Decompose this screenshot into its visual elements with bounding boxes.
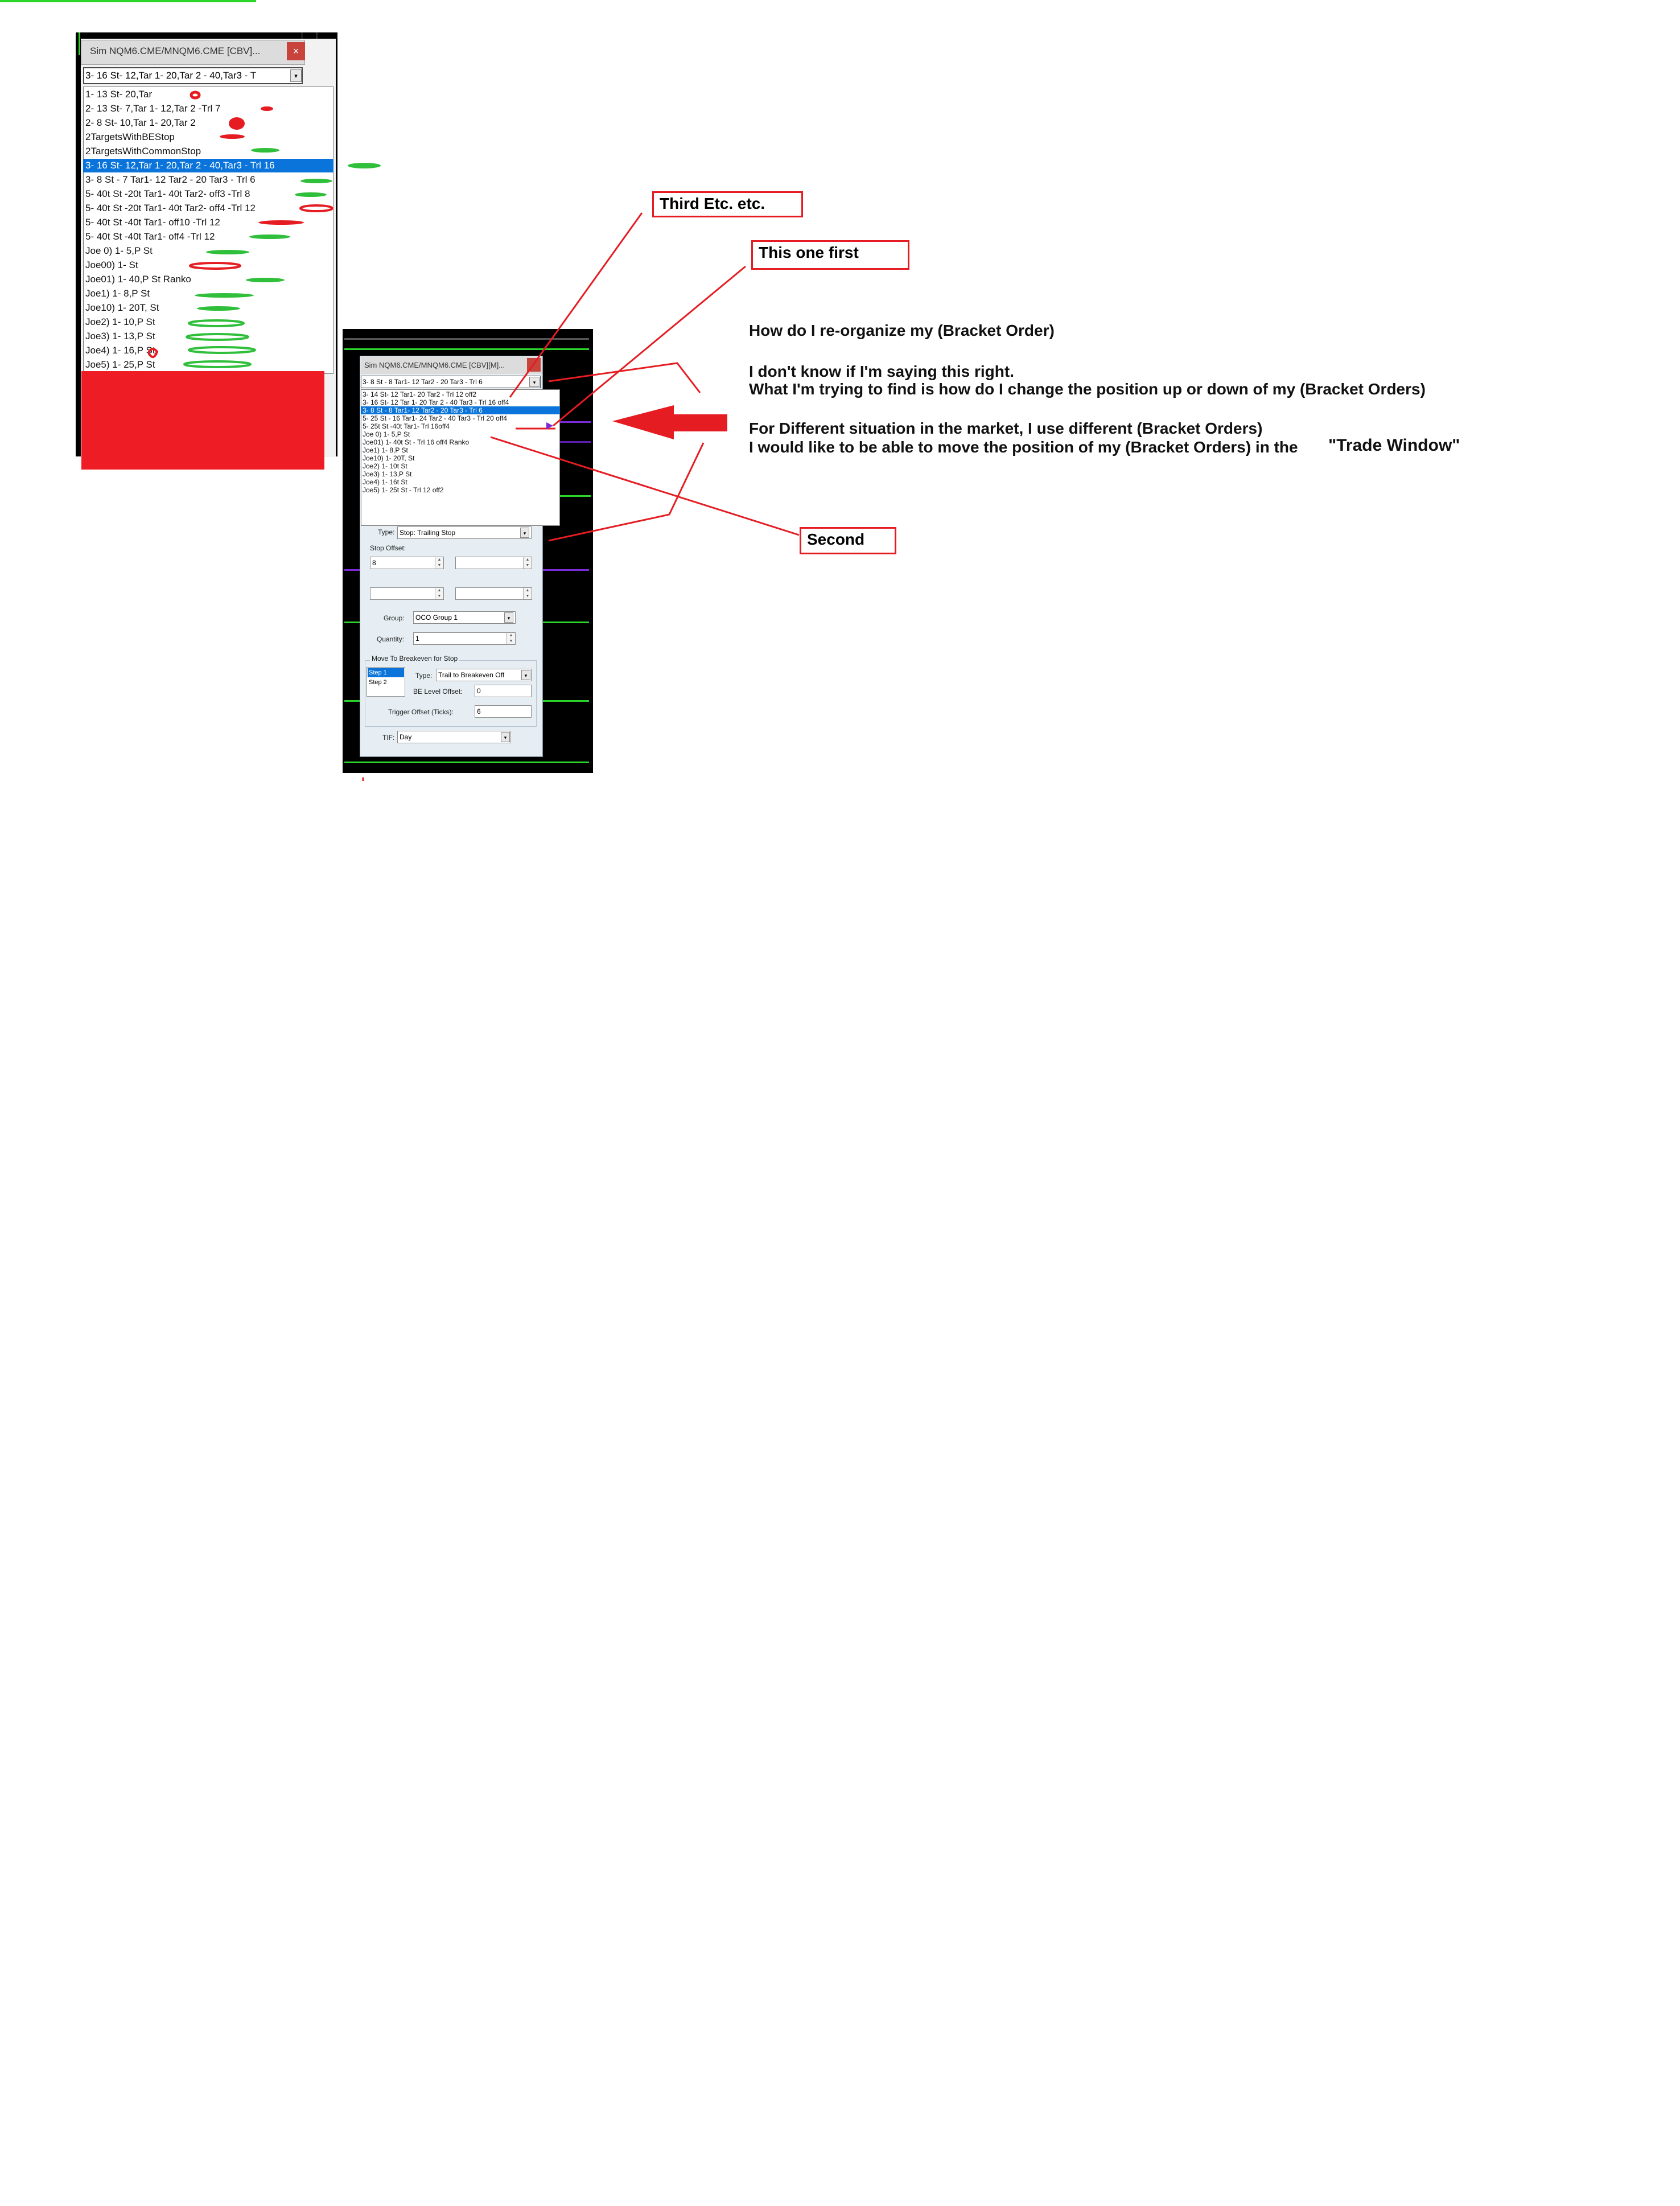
list-item[interactable]: Joe10) 1- 20T, St	[85, 302, 159, 313]
group-select[interactable]: OCO Group 1	[413, 611, 516, 624]
list-item[interactable]: Joe1) 1- 8,P St	[85, 288, 150, 299]
left-window-title: Sim NQM6.CME/MNQM6.CME [CBV]...	[90, 46, 261, 56]
step-item[interactable]: Step 2	[369, 679, 387, 686]
list-item[interactable]: Joe01) 1- 40,P St Ranko	[85, 274, 191, 285]
list-item[interactable]: Joe4) 1- 16,P St	[85, 345, 155, 356]
quaternary-offset-input[interactable]	[455, 587, 532, 600]
chevron-down-icon[interactable]: ▾	[529, 377, 540, 387]
chevron-down-icon[interactable]: ▾	[501, 732, 510, 742]
left-bracket-order-selected-value: 3- 16 St- 12,Tar 1- 20,Tar 2 - 40,Tar3 - T	[85, 70, 257, 81]
stepper-icon[interactable]: ▲ ▼	[523, 557, 532, 569]
step-item-selected[interactable]: Step 1	[368, 668, 404, 677]
list-item[interactable]: Joe00) 1- St	[85, 260, 138, 270]
list-item[interactable]: 5- 25t St -40t Tar1- Trl 16off4	[363, 422, 450, 430]
list-item[interactable]: Joe01) 1- 40t St - Trl 16 off4 Ranko	[363, 438, 470, 446]
list-item[interactable]: Joe 0) 1- 5,P St	[363, 430, 410, 438]
list-item[interactable]: Joe3) 1- 13,P St	[85, 331, 155, 341]
step-type-label: Type:	[415, 672, 433, 680]
tertiary-offset-input[interactable]	[370, 587, 444, 600]
list-item[interactable]: 3- 14 St- 12 Tar1- 20 Tar2 - Trl 12 off2	[363, 390, 477, 398]
list-item[interactable]: 5- 40t St -40t Tar1- off4 -Trl 12	[85, 231, 215, 242]
list-item[interactable]: Joe3) 1- 13,P St	[363, 470, 412, 478]
secondary-offset-input[interactable]	[455, 557, 532, 569]
chevron-down-icon[interactable]: ▾	[290, 69, 302, 82]
list-item[interactable]: Joe5) 1- 25,P St	[85, 359, 155, 370]
chart-gridline-green	[344, 348, 589, 350]
list-item-selected[interactable]: 3- 16 St- 12,Tar 1- 20,Tar 2 - 40,Tar3 - Trl 16	[83, 159, 333, 172]
stepper-icon[interactable]: ▲ ▼	[523, 588, 532, 599]
type-select[interactable]: Stop: Trailing Stop	[397, 526, 532, 539]
list-item[interactable]: 2TargetsWithBEStop	[85, 131, 175, 142]
list-item-selected[interactable]: 3- 8 St - 8 Tar1- 12 Tar2 - 20 Tar3 - Trl 6	[361, 406, 560, 414]
left-window-close-button[interactable]: ×	[287, 42, 305, 60]
list-item[interactable]: 3- 8 St - 7 Tar1- 12 Tar2 - 20 Tar3 - Trl 6	[85, 174, 256, 185]
stop-offset-input[interactable]: 8	[370, 557, 444, 569]
quantity-label: Quantity:	[377, 635, 405, 643]
redaction-block	[81, 371, 324, 470]
list-item[interactable]: 2- 8 St- 10,Tar 1- 20,Tar 2	[85, 117, 196, 128]
chevron-down-icon[interactable]: ▾	[520, 528, 529, 538]
note-trade-window-emphasis: "Trade Window"	[1328, 436, 1460, 455]
chevron-down-icon[interactable]: ▾	[504, 612, 513, 623]
type-label: Type:	[378, 528, 395, 536]
note-line-3: For Different situation in the market, I use different (Bracket Orders)	[749, 419, 1263, 437]
note-line-2: What I'm trying to find is how do I change the position up or down of my (Bracket Orders)	[749, 380, 1426, 398]
green-mark	[348, 163, 381, 168]
stepper-icon[interactable]: ▲ ▼	[435, 557, 443, 569]
list-item[interactable]: Joe10) 1- 20T, St	[363, 454, 415, 462]
trade-bracket-order-selected-value: 3- 8 St - 8 Tar1- 12 Tar2 - 20 Tar3 - Trl 6	[363, 378, 483, 386]
list-item[interactable]: Joe5) 1- 25t St - Trl 12 off2	[363, 486, 444, 494]
top-green-strip	[0, 0, 256, 2]
list-item[interactable]: 2TargetsWithCommonStop	[85, 146, 201, 157]
list-item[interactable]: 5- 40t St -20t Tar1- 40t Tar2- off4 -Trl 12	[85, 203, 256, 213]
trigger-offset-input[interactable]: 6	[475, 705, 532, 718]
note-question: How do I re-organize my (Bracket Order)	[749, 322, 1055, 339]
callout-third: Third Etc. etc.	[652, 191, 803, 217]
callout-first: This one first	[751, 240, 909, 270]
big-red-arrow-icon	[612, 405, 727, 439]
left-chart-green-marker	[79, 32, 80, 55]
list-item[interactable]: 5- 40t St -20t Tar1- 40t Tar2- off3 -Trl 8	[85, 188, 250, 199]
list-item[interactable]: Joe2) 1- 10,P St	[85, 316, 155, 327]
chart-gridline-green	[344, 762, 589, 763]
list-item[interactable]: 1- 13 St- 20,Tar	[85, 89, 153, 100]
note-line-1: I don't know if I'm saying this right.	[749, 363, 1014, 380]
stop-offset-label: Stop Offset:	[370, 544, 406, 552]
step-type-select[interactable]: Trail to Breakeven Off	[436, 669, 532, 681]
trade-window-title: Sim NQM6.CME/MNQM6.CME [CBV][M]...	[364, 361, 505, 369]
group-label: Group:	[384, 614, 405, 622]
list-item[interactable]: 2- 13 St- 7,Tar 1- 12,Tar 2 -Trl 7	[85, 103, 221, 114]
chart-gridline	[344, 338, 589, 340]
list-item[interactable]: 3- 16 St- 12 Tar 1- 20 Tar 2 - 40 Tar3 - Trl 16 off4	[363, 398, 509, 406]
callout-second: Second	[800, 527, 896, 554]
list-item[interactable]: Joe4) 1- 16t St	[363, 478, 407, 486]
stepper-icon[interactable]: ▲ ▼	[435, 588, 443, 599]
be-level-offset-input[interactable]: 0	[475, 685, 532, 697]
breakeven-group-label: Move To Breakeven for Stop	[370, 655, 459, 662]
trigger-offset-label: Trigger Offset (Ticks):	[388, 708, 454, 716]
list-item[interactable]: 5- 40t St -40t Tar1- off10 -Trl 12	[85, 217, 220, 228]
note-line-4: I would like to be able to move the position of my (Bracket Orders) in the	[749, 438, 1298, 456]
quantity-stepper[interactable]: 1	[413, 632, 516, 645]
tif-select[interactable]: Day	[397, 731, 511, 743]
chevron-down-icon[interactable]: ▾	[521, 670, 530, 680]
list-item[interactable]: Joe1) 1- 8,P St	[363, 446, 408, 454]
list-item[interactable]: Joe2) 1- 10t St	[363, 462, 407, 470]
stepper-icon[interactable]: ▲ ▼	[507, 633, 515, 644]
trade-window-close-button[interactable]	[527, 358, 541, 372]
list-item[interactable]: 5- 25 St - 16 Tar1- 24 Tar2 - 40 Tar3 - Trl 20 off4	[363, 414, 507, 422]
list-item[interactable]: Joe 0) 1- 5,P St	[85, 245, 153, 256]
be-level-offset-label: BE Level Offset:	[413, 688, 463, 695]
tif-label: TIF:	[382, 734, 395, 742]
